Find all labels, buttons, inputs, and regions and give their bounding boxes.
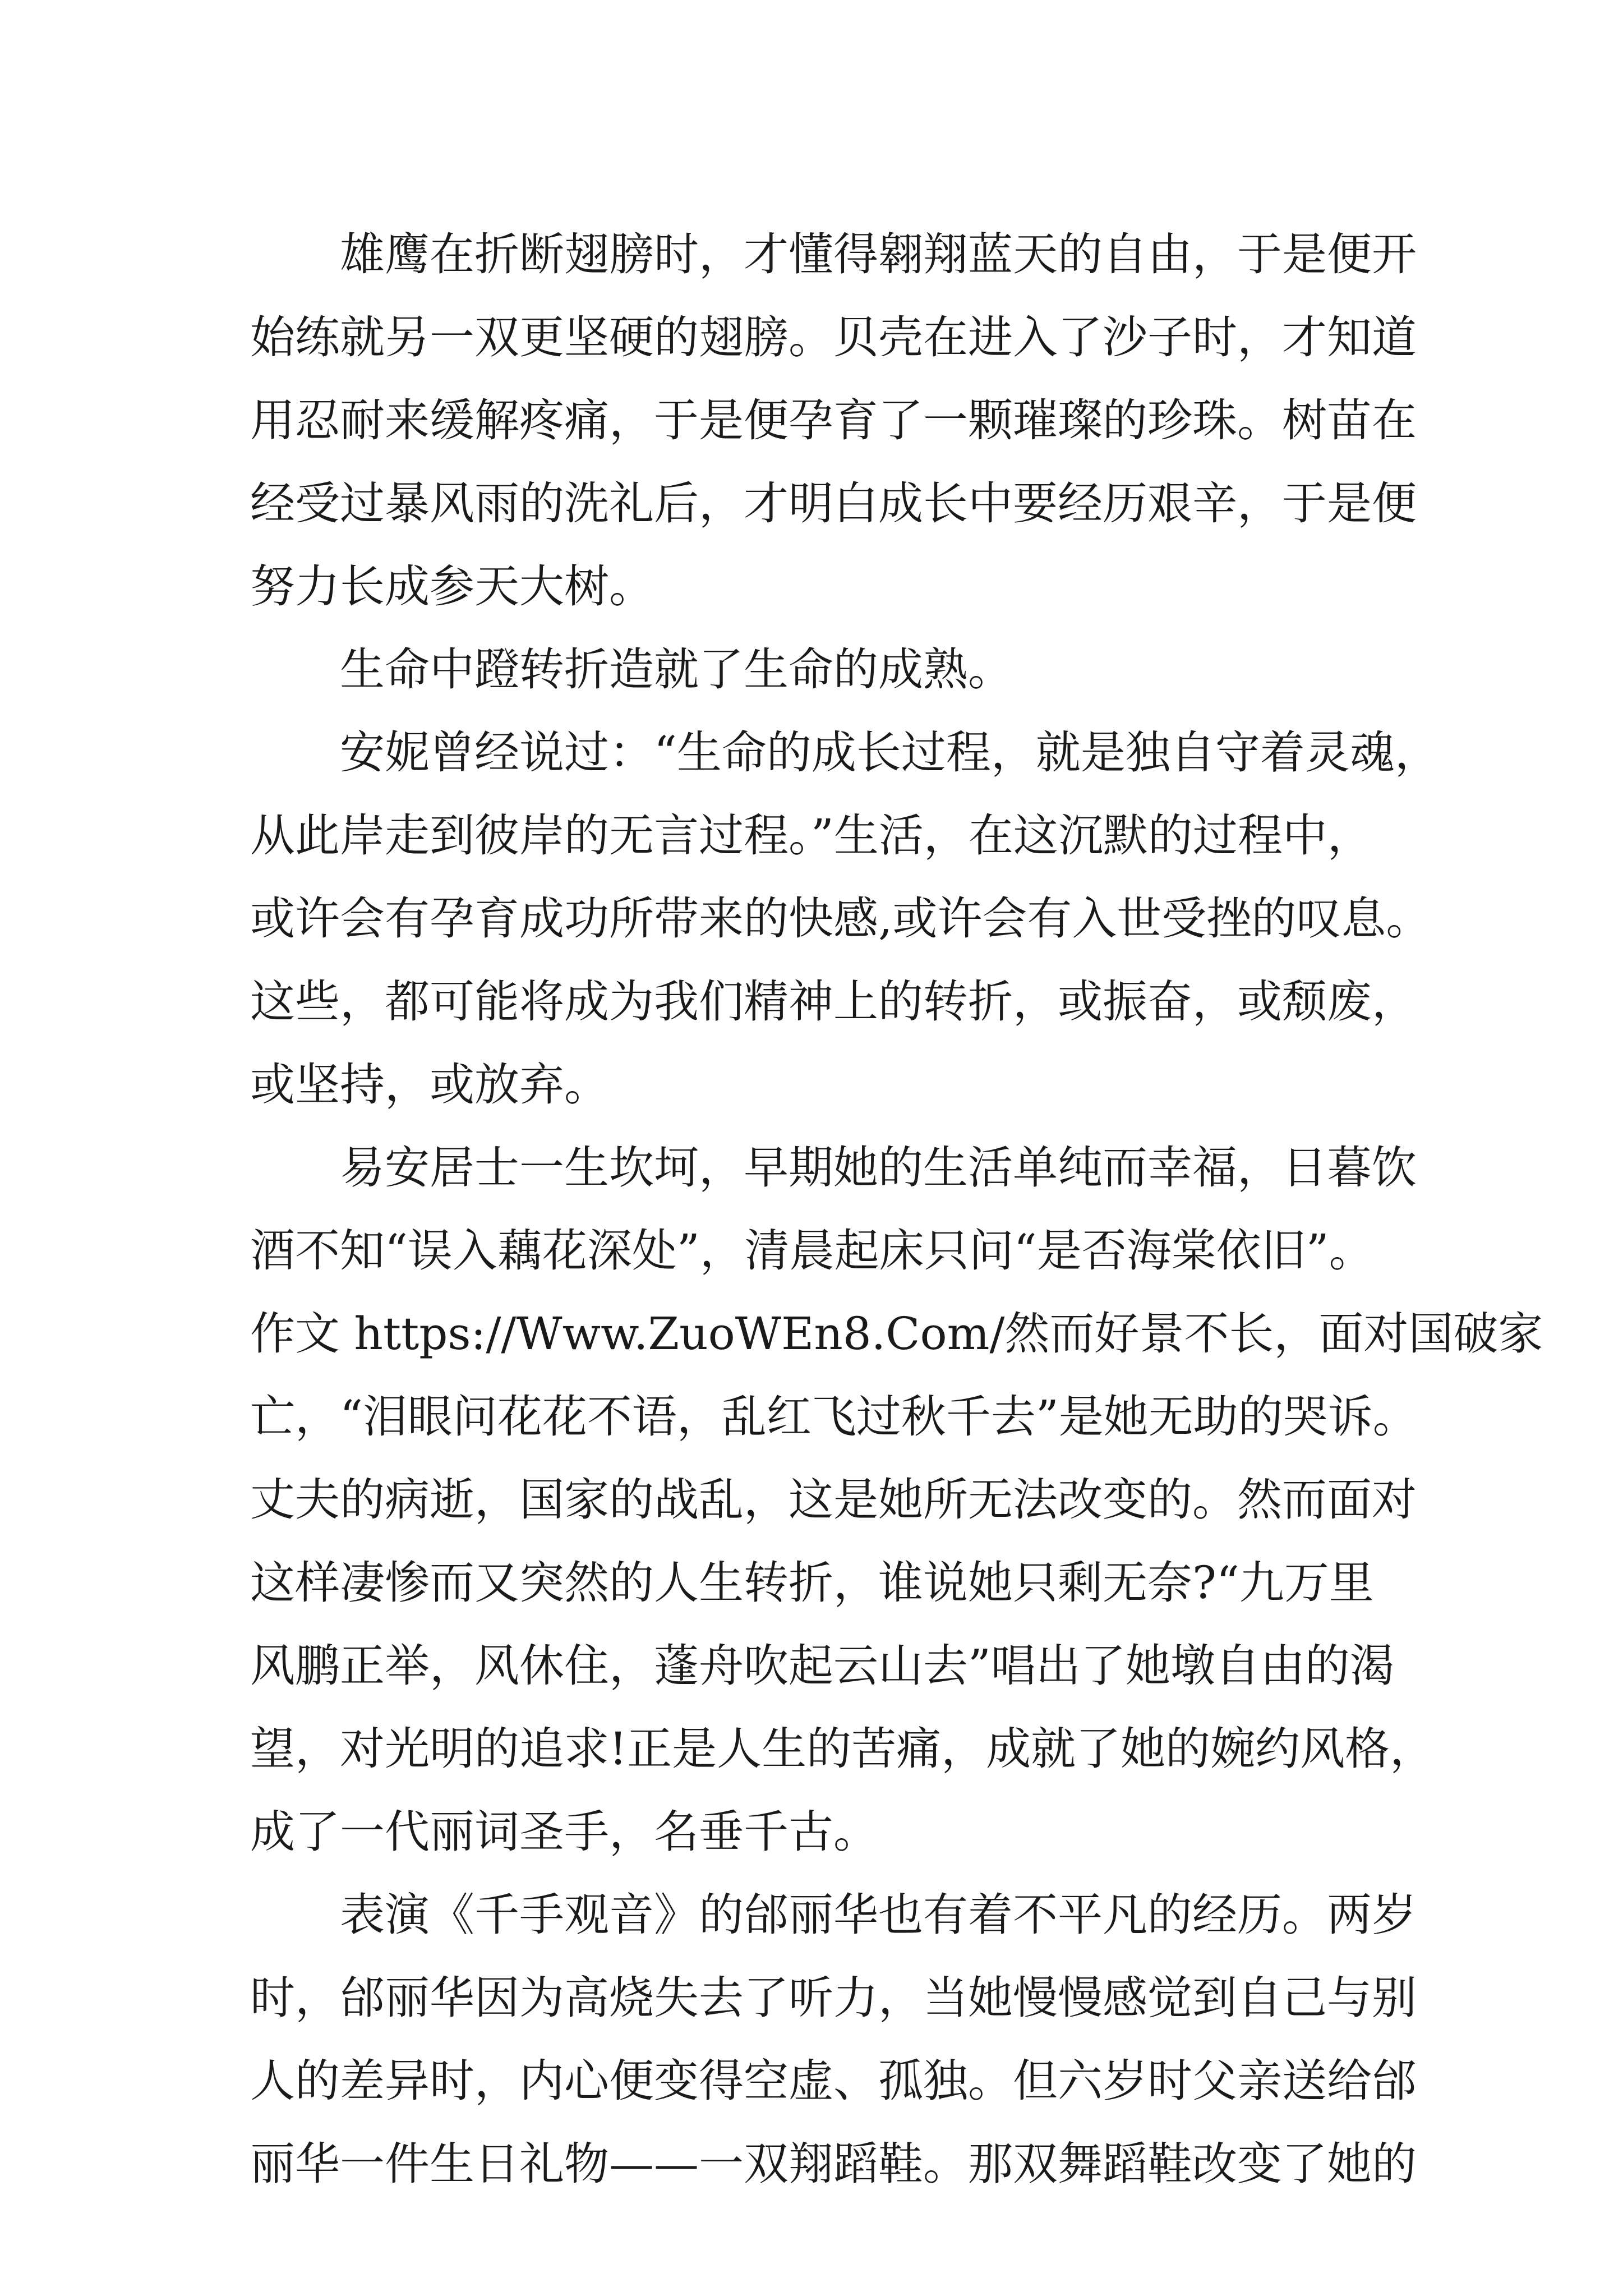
text-line: 这些，都可能将成为我们精神上的转折，或振奋，或颓废， bbox=[250, 976, 1417, 1028]
text-line: 成了一代丽词圣手，名垂千古。 bbox=[250, 1806, 878, 1858]
text-line: 作文 https://Www.ZuoWEn8.Com/然而好景不长，面对国破家 bbox=[250, 1308, 1543, 1360]
text-line: 用忍耐来缓解疼痛，于是便孕育了一颗璀璨的珍珠。树苗在 bbox=[250, 394, 1417, 447]
document-body bbox=[250, 213, 1543, 2206]
paragraph bbox=[250, 1126, 1543, 1874]
paragraph bbox=[250, 1874, 1417, 2206]
text-line: 丈夫的病逝，国家的战乱，这是她所无法改变的。然而面对 bbox=[250, 1474, 1417, 1526]
text-line: 或许会有孕育成功所带来的快感,或许会有入世受挫的叹息。 bbox=[250, 892, 1431, 945]
text-line: 风鹏正举，风休住，蓬舟吹起云山去”唱出了她墩自由的渴 bbox=[250, 1640, 1395, 1692]
text-line: 雄鹰在折断翅膀时，才懂得翱翔蓝天的自由，于是便开 bbox=[340, 228, 1417, 280]
paragraph bbox=[250, 213, 1417, 628]
text-line: 望，对光明的追求!正是人生的苦痛，成就了她的婉约风格， bbox=[250, 1723, 1435, 1775]
text-line: 时，邰丽华因为高烧失去了听力，当她慢慢感觉到自己与别 bbox=[250, 1972, 1417, 2024]
text-line: 始练就另一双更坚硬的翅膀。贝壳在进入了沙子时，才知道 bbox=[250, 311, 1417, 364]
text-line: 人的差异时，内心便变得空虚、孤独。但六岁时父亲送给邰 bbox=[250, 2055, 1417, 2107]
text-line: 易安居士一生坎坷，早期她的生活单纯而幸福，日暮饮 bbox=[340, 1142, 1417, 1194]
text-line: 亡，“泪眼问花花不语，乱红飞过秋千去”是她无助的哭诉。 bbox=[250, 1391, 1418, 1443]
text-line: 从此岸走到彼岸的无言过程。”生活，在这沉默的过程中， bbox=[250, 809, 1372, 862]
text-line: 生命中蹬转折造就了生命的成熟。 bbox=[340, 643, 1013, 696]
text-line: 表演《千手观音》的邰丽华也有着不平凡的经历。两岁 bbox=[340, 1889, 1417, 1941]
text-line: 酒不知“误入藕花深处”，清晨起床只问“是否海棠依旧”。 bbox=[250, 1225, 1374, 1277]
paragraph bbox=[250, 711, 1440, 1126]
text-line: 这样凄惨而又突然的人生转折，谁说她只剩无奈?“九万里 bbox=[250, 1557, 1374, 1609]
text-line: 经受过暴风雨的洗礼后，才明白成长中要经历艰辛，于是便 bbox=[250, 477, 1417, 530]
paragraph bbox=[250, 628, 1394, 711]
text-line: 安妮曾经说过：“生命的成长过程，就是独自守着灵魂， bbox=[340, 726, 1440, 779]
text-line: 丽华一件生日礼物——一双翔蹈鞋。那双舞蹈鞋改变了她的 bbox=[250, 2138, 1417, 2190]
text-line: 努力长成参天大树。 bbox=[250, 560, 654, 613]
text-line: 或坚持，或放弃。 bbox=[250, 1059, 609, 1111]
